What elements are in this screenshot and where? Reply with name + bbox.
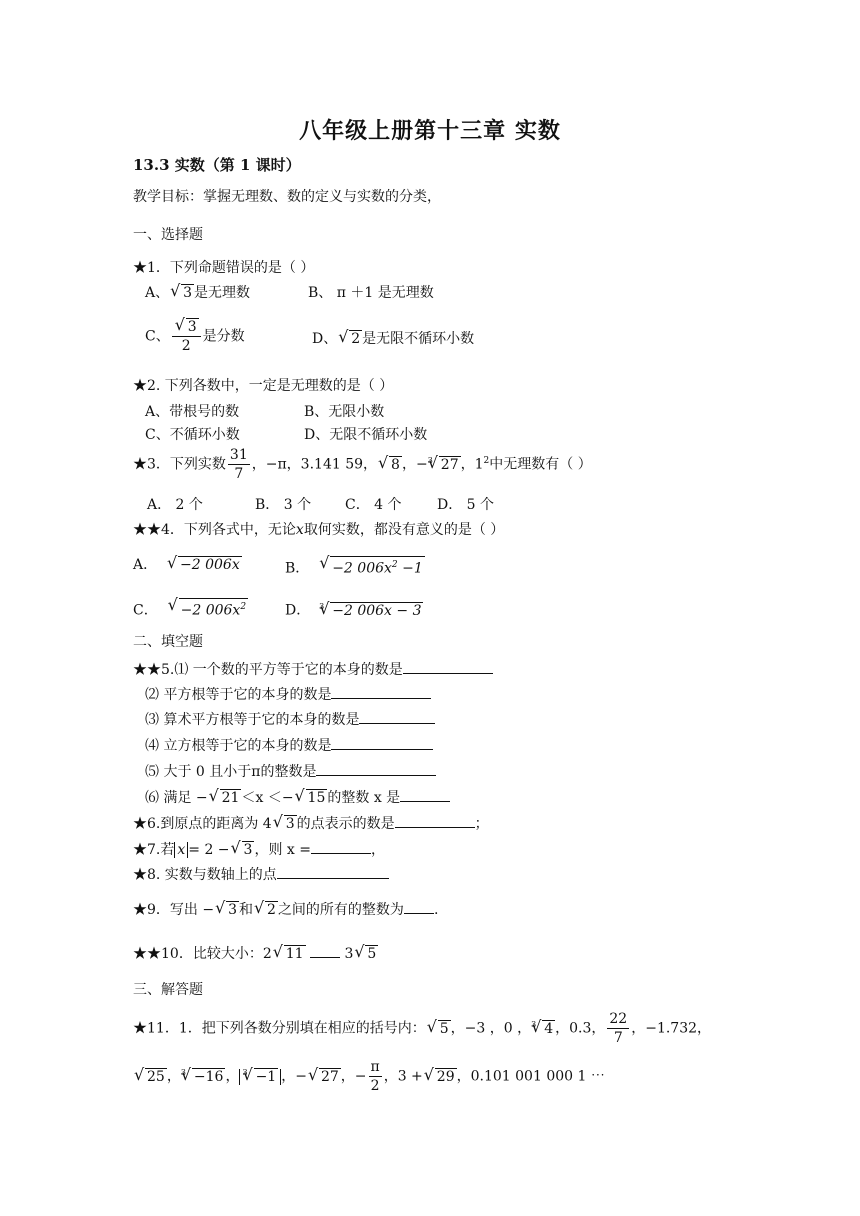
q1-option-c: C、 √ $\frac{3}{2}$ 是分数 xyxy=(145,318,245,355)
q6-line: ★6.到原点的距离为 4√ 3 的点表示的数是 ； xyxy=(133,813,489,833)
q4-option-b: B． √ −2 $006x^2 -1$ xyxy=(285,556,425,578)
q4-stem: ★★4．下列各式中，无论x取何实数，都没有意义的是（ ） xyxy=(133,522,505,538)
q1-option-b: B、 π ＋1 是无理数 xyxy=(308,285,434,301)
q1-option-a: A、√ 3 是无理数 xyxy=(145,284,250,302)
q2-option-a: A、带根号的数 xyxy=(145,404,240,420)
q2-option-d: D、无限不循环小数 xyxy=(304,427,428,443)
page-title: 八年级上册第十三章 实数 xyxy=(299,118,561,144)
q1-stem: ★1．下列命题错误的是（ ） xyxy=(133,260,315,276)
q11-line-2: √ 25 ，$^3$√ −16 ， $^3$√ −1 ，−√ 27 ，− $\frac{\pi}{2}$ ，3 +√ 29 ，0.101 001 000 1 ⋯ xyxy=(133,1058,605,1095)
q3-option-d: D． 5 个 xyxy=(437,497,495,513)
teaching-objective: 教学目标：掌握无理数、数的定义与实数的分类， xyxy=(133,189,441,205)
q2-option-b: B、无限小数 xyxy=(304,404,385,420)
q5-line-3: ⑶ 算术平方根等于它的本身的数是 xyxy=(145,709,435,729)
q5-line-2: ⑵ 平方根等于它的本身的数是 xyxy=(145,684,431,704)
q11-line-1: ★11．1．把下列各数分别填在相应的括号内：√ 5 ，−3 ，0 ，$^3$√ 4 ，0.3， $\frac{22}{7}$ ，−1.732， xyxy=(133,1010,711,1047)
q9-line: ★9．写出 −√ 3 和√ 2 之间的所有的整数为 . xyxy=(133,899,438,919)
lesson-subtitle: 13.3 实数（第 1 课时） xyxy=(133,156,301,174)
section-choice: 一、选择题 xyxy=(133,227,203,243)
q5-line-1: ★★5.⑴ 一个数的平方等于它的本身的数是 xyxy=(133,659,493,679)
section-fill: 二、填空题 xyxy=(133,634,203,650)
q7-line: ★7.若 x = 2 −√ 3 ，则 x = ， xyxy=(133,839,385,859)
q8-line: ★8. 实数与数轴上的点 xyxy=(133,864,389,884)
q4-option-a: A． √ −2 006x xyxy=(133,556,242,574)
q5-line-6: ⑹ 满足 −√ 21 ＜x ＜−√ 15 的整数 x 是 xyxy=(145,787,450,807)
q2-stem: ★2. 下列各数中，一定是无理数的是（ ） xyxy=(133,378,394,394)
section-answer: 三、解答题 xyxy=(133,982,203,998)
q3-option-b: B． 3 个 xyxy=(255,497,312,513)
q10-line: ★★10．比较大小：2√ 11 3√ 5 xyxy=(133,943,378,963)
q1-option-d: D、√ 2 是无限不循环小数 xyxy=(312,330,474,348)
q5-line-4: ⑷ 立方根等于它的本身的数是 xyxy=(145,735,433,755)
q3-option-c: C． 4 个 xyxy=(345,497,402,513)
q3-stem: ★3．下列实数 $\frac{31}{7}$ ，−π，3.141 59，√ 8 ，−$^3$√ 27 ，$1^2$中无理数有（ ） xyxy=(133,446,592,483)
q4-option-d: D． $^3$√ −2 006x − 3 xyxy=(285,598,423,620)
q2-option-c: C、不循环小数 xyxy=(145,427,240,443)
q4-option-c: C． √ −2 $006x^2$ xyxy=(133,598,248,620)
q3-option-a: A． 2 个 xyxy=(147,497,203,513)
q5-line-5: ⑸ 大于 0 且小于π的整数是 xyxy=(145,761,436,781)
